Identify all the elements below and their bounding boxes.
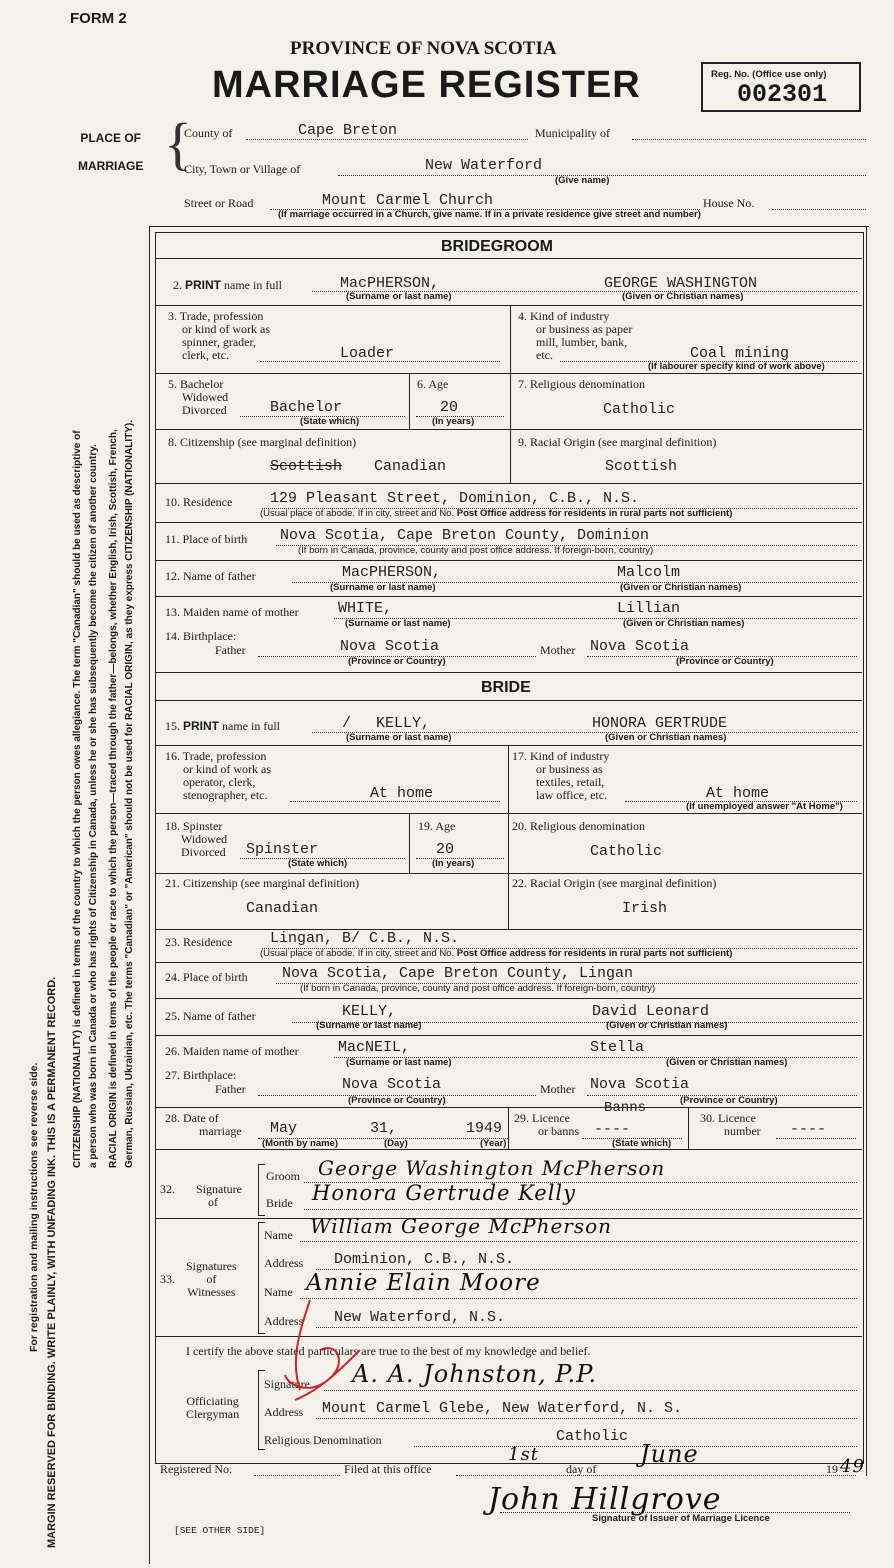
- groom-trade: Loader: [340, 345, 395, 362]
- margin-note-4: a person who was born in Canada or who has rights of Citizenship in Canada, unless he or she has subsequently become the citizen of another country.: [88, 444, 99, 1168]
- bride-given-names: HONORA GERTRUDE: [592, 715, 728, 732]
- groom-industry: Coal mining: [690, 345, 790, 362]
- bride-mother-birthplace: Nova Scotia: [590, 1076, 690, 1093]
- province-title: PROVINCE OF NOVA SCOTIA: [290, 38, 557, 59]
- groom-racial-origin: Scottish: [605, 458, 678, 475]
- clergyman-address: Mount Carmel Glebe, New Waterford, N. S.: [322, 1400, 683, 1417]
- margin-note-3: CITIZENSHIP (NATIONALITY) is defined in terms of the country to which the person owes allegiance. The term "Canadian" should be used as descriptive of: [72, 430, 83, 1168]
- bride-father-given: David Leonard: [592, 1003, 710, 1020]
- certification-statement: I certify the above stated particulars are true to the best of my knowledge and belief.: [186, 1344, 591, 1358]
- bride-trade: At home: [370, 785, 434, 802]
- reg-number: 002301: [737, 80, 828, 109]
- margin-note-5: RACIAL ORIGIN is defined in terms of the people or race to which the person—traced through the father—belongs, whether English, Irish, Scottish, French,: [108, 429, 119, 1168]
- groom-citizenship-struck: Scottish: [270, 458, 343, 475]
- place-heading: PLACE OF MARRIAGE: [78, 131, 144, 173]
- form-number: FORM 2: [70, 10, 127, 27]
- bride-status: Spinster: [246, 841, 319, 858]
- marriage-day: 31,: [370, 1120, 398, 1137]
- marriage-year: 1949: [466, 1120, 503, 1137]
- filed-month: June: [640, 1440, 699, 1468]
- groom-birthplace: Nova Scotia, Cape Breton County, Dominion: [280, 527, 650, 544]
- bride-residence: Lingan, B/ C.B., N.S.: [270, 930, 460, 947]
- red-ink-mark: [280, 1290, 370, 1420]
- groom-residence: 129 Pleasant Street, Dominion, C.B., N.S.: [270, 490, 640, 507]
- document-title: MARRIAGE REGISTER: [212, 64, 641, 106]
- city-label: City, Town or Village of: [184, 162, 301, 176]
- bride-father-birthplace: Nova Scotia: [342, 1076, 442, 1093]
- groom-given-names: GEORGE WASHINGTON: [604, 275, 758, 292]
- issuer-caption: Signature of Issuer of Marriage Licence: [592, 1513, 770, 1524]
- bride-mother-surname: MacNEIL,: [338, 1039, 411, 1056]
- bride-industry: At home: [706, 785, 770, 802]
- bride-mother-given: Stella: [590, 1039, 645, 1056]
- groom-father-surname: MacPHERSON,: [342, 564, 442, 581]
- witness-2-signature: Annie Elain Moore: [306, 1270, 541, 1296]
- filed-year: 49: [840, 1456, 865, 1477]
- bride-mark: /: [342, 715, 352, 732]
- clergyman-signature: A. A. Johnston, P.P.: [352, 1360, 598, 1388]
- margin-note-2: MARGIN RESERVED FOR BINDING. WRITE PLAINLY, WITH UNFADING INK. THIS IS A PERMANENT RECORD.: [46, 976, 58, 1548]
- witness-2-address: New Waterford, N.S.: [334, 1309, 506, 1326]
- filed-day: 1st: [508, 1444, 539, 1465]
- groom-citizenship: Canadian: [374, 458, 447, 475]
- municipality-label: Municipality of: [535, 126, 610, 140]
- house-label: House No.: [703, 196, 755, 210]
- county-value: Cape Breton: [298, 122, 398, 139]
- bride-racial-origin: Irish: [622, 900, 668, 917]
- bride-heading: BRIDE: [481, 679, 531, 696]
- bride-surname: KELLY,: [376, 715, 431, 732]
- groom-surname: MacPHERSON,: [340, 275, 440, 292]
- street-caption: (If marriage occurred in a Church, give name. If in a private residence give street and number): [278, 209, 701, 220]
- bride-religion: Catholic: [590, 843, 663, 860]
- margin-note-1: For registration and mailing instructions see reverse side.: [28, 1062, 40, 1352]
- street-value: Mount Carmel Church: [322, 192, 494, 209]
- give-name-caption: (Give name): [555, 175, 610, 186]
- groom-signature: George Washington McPherson: [318, 1156, 666, 1180]
- clergyman-denomination: Catholic: [556, 1428, 629, 1445]
- groom-father-birthplace: Nova Scotia: [340, 638, 440, 655]
- licence-or-banns: Banns: [604, 1100, 647, 1116]
- groom-mother-given: Lillian: [617, 600, 681, 617]
- groom-status: Bachelor: [270, 399, 343, 416]
- bride-birthplace: Nova Scotia, Cape Breton County, Lingan: [282, 965, 634, 982]
- groom-father-given: Malcolm: [617, 564, 681, 581]
- street-label: Street or Road: [184, 196, 254, 210]
- margin-note-6: German, Russian, Ukrainian, etc. The terms "Canadian" or "American" should not be used for RACIAL ORIGIN, as they express CITIZENSHIP (NATIONALITY).: [124, 419, 135, 1168]
- county-label: County of: [184, 126, 233, 140]
- groom-mother-birthplace: Nova Scotia: [590, 638, 690, 655]
- issuer-signature: John Hillgrove: [488, 1482, 722, 1517]
- witness-1-signature: William George McPherson: [310, 1214, 613, 1238]
- bride-age: 20: [436, 841, 455, 858]
- licence-number: ----: [790, 1121, 827, 1138]
- bride-father-surname: KELLY,: [342, 1003, 397, 1020]
- bride-citizenship: Canadian: [246, 900, 319, 917]
- groom-mother-surname: WHITE,: [338, 600, 393, 617]
- witness-1-address: Dominion, C.B., N.S.: [334, 1251, 515, 1268]
- place-brace: {: [164, 111, 192, 176]
- bridegroom-heading: BRIDEGROOM: [441, 238, 553, 255]
- bride-signature: Honora Gertrude Kelly: [312, 1181, 576, 1205]
- groom-religion: Catholic: [603, 401, 676, 418]
- see-other-side: [SEE OTHER SIDE]: [174, 1525, 266, 1536]
- city-value: New Waterford: [425, 157, 543, 174]
- groom-age: 20: [440, 399, 459, 416]
- reg-number-label: Reg. No. (Office use only): [711, 69, 827, 80]
- reg-number-box: [701, 62, 861, 112]
- marriage-month: May: [270, 1120, 298, 1137]
